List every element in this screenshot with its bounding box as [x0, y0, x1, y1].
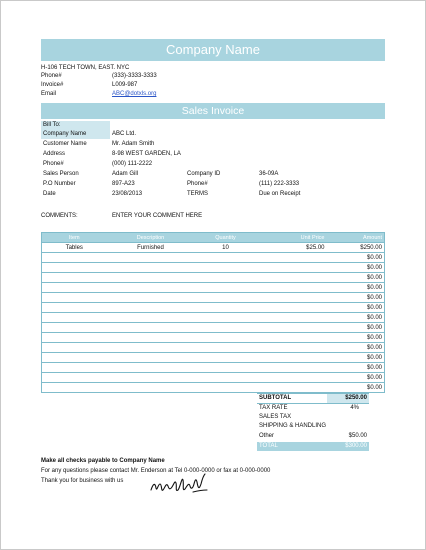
phone-label: Phone#	[43, 161, 64, 167]
cell-quantity[interactable]	[195, 383, 257, 393]
table-row	[42, 343, 385, 353]
bill-to-label: Bill To:	[43, 122, 61, 128]
total-label: TOTAL	[259, 443, 278, 449]
cell-amount[interactable]: $0.00	[327, 293, 385, 303]
cell-quantity[interactable]	[195, 373, 257, 383]
cell-description[interactable]	[107, 283, 195, 293]
cell-item[interactable]	[42, 333, 107, 343]
table-row	[42, 303, 385, 313]
cell-unit-price[interactable]	[257, 373, 327, 383]
cell-unit-price[interactable]	[257, 363, 327, 373]
header-unit-price: Unit Price	[257, 233, 327, 243]
cell-unit-price[interactable]	[257, 313, 327, 323]
subtotal-label: SUBTOTAL	[259, 395, 292, 401]
cell-item[interactable]	[42, 273, 107, 283]
phone2: (111) 222-3333	[259, 181, 300, 187]
cell-quantity[interactable]: 10	[195, 243, 257, 253]
comments-value[interactable]: ENTER YOUR COMMENT HERE	[112, 213, 203, 219]
cell-item[interactable]	[42, 363, 107, 373]
table-row	[42, 313, 385, 323]
invoice-number: L009-987	[112, 82, 138, 88]
customer-name-label: Customer Name	[43, 141, 87, 147]
sales-tax-label: SALES TAX	[259, 414, 292, 420]
other-value: $50.00	[348, 433, 367, 439]
cell-description[interactable]	[107, 383, 195, 393]
cell-item[interactable]	[42, 343, 107, 353]
cell-unit-price[interactable]	[257, 263, 327, 273]
cell-amount[interactable]: $0.00	[327, 343, 385, 353]
cell-item[interactable]	[42, 313, 107, 323]
cell-description[interactable]: Furnished	[107, 243, 195, 253]
cell-amount[interactable]: $0.00	[327, 383, 385, 393]
cell-item[interactable]: Tables	[42, 243, 107, 253]
cell-amount[interactable]: $0.00	[327, 353, 385, 363]
po-number: 897-A23	[112, 181, 135, 187]
customer-name: Mr. Adam Smith	[112, 141, 155, 147]
cell-quantity[interactable]	[195, 323, 257, 333]
table-row	[42, 373, 385, 383]
header-quantity: Quantity	[195, 233, 257, 243]
cell-item[interactable]	[42, 293, 107, 303]
cell-amount[interactable]: $250.00	[327, 243, 385, 253]
cell-quantity[interactable]	[195, 313, 257, 323]
cell-unit-price[interactable]: $25.00	[257, 243, 327, 253]
comments-label: COMMENTS:	[41, 213, 78, 219]
line-items-table	[41, 232, 385, 393]
email-label: Email	[41, 91, 57, 97]
cell-item[interactable]	[42, 323, 107, 333]
cell-description[interactable]	[107, 263, 195, 273]
total-row	[257, 442, 369, 451]
cell-unit-price[interactable]	[257, 353, 327, 363]
date-label: Date	[43, 191, 56, 197]
cell-quantity[interactable]	[195, 293, 257, 303]
cell-unit-price[interactable]	[257, 383, 327, 393]
cell-amount[interactable]: $0.00	[327, 373, 385, 383]
cell-amount[interactable]: $0.00	[327, 283, 385, 293]
cell-amount[interactable]: $0.00	[327, 323, 385, 333]
subtotal-value: $250.00	[327, 394, 369, 403]
cell-amount[interactable]: $0.00	[327, 273, 385, 283]
cell-description[interactable]	[107, 353, 195, 363]
cell-description[interactable]	[107, 343, 195, 353]
cell-description[interactable]	[107, 373, 195, 383]
customer-phone: (000) 111-2222	[112, 161, 153, 167]
cell-amount[interactable]: $0.00	[327, 333, 385, 343]
subtotal-row	[257, 393, 369, 404]
shipping-label: SHIPPING & HANDLING	[259, 423, 327, 429]
sales-person-label: Sales Person	[43, 171, 79, 177]
cell-description[interactable]	[107, 303, 195, 313]
other-row	[257, 432, 369, 441]
table-row	[42, 333, 385, 343]
cell-unit-price[interactable]	[257, 323, 327, 333]
header-item: Item	[42, 233, 107, 243]
cell-unit-price[interactable]	[257, 283, 327, 293]
thanks-note: Thank you for business with us	[41, 478, 124, 484]
table-row	[42, 353, 385, 363]
invoice-date: 23/08/2013	[112, 191, 143, 197]
cell-description[interactable]	[107, 323, 195, 333]
cell-amount[interactable]: $0.00	[327, 263, 385, 273]
cell-quantity[interactable]	[195, 253, 257, 263]
cell-quantity[interactable]	[195, 363, 257, 373]
contact-note: For any questions please contact Mr. Enderson at Tel 0-000-0000 or fax at 0-000-0000	[41, 468, 271, 474]
tax-rate-row	[257, 404, 369, 413]
cell-description[interactable]	[107, 293, 195, 303]
cell-quantity[interactable]	[195, 303, 257, 313]
invoice-number-label: Invoice#	[41, 82, 64, 88]
cell-quantity[interactable]	[195, 283, 257, 293]
table-header-row	[42, 233, 385, 243]
cell-description[interactable]	[107, 363, 195, 373]
table-row	[42, 293, 385, 303]
cell-quantity[interactable]	[195, 333, 257, 343]
cell-unit-price[interactable]	[257, 343, 327, 353]
table-row	[42, 363, 385, 373]
cell-description[interactable]	[107, 313, 195, 323]
company-address: H-106 TECH TOWN, EAST. NYC	[41, 65, 130, 71]
table-row	[42, 243, 385, 253]
terms: Due on Receipt	[259, 191, 301, 197]
cell-item[interactable]	[42, 383, 107, 393]
table-row	[42, 283, 385, 293]
email-link[interactable]: ABC@dotxls.org	[112, 91, 157, 97]
cell-item[interactable]	[42, 373, 107, 383]
company-phone: (333)-3333-3333	[112, 73, 157, 79]
sales-invoice-banner: Sales Invoice	[41, 103, 385, 119]
shipping-row	[257, 422, 369, 431]
po-number-label: P.O Number	[43, 181, 76, 187]
table-row	[42, 263, 385, 273]
cell-item[interactable]	[42, 253, 107, 263]
cell-description[interactable]	[107, 253, 195, 263]
cell-quantity[interactable]	[195, 353, 257, 363]
payable-note: Make all checks payable to Company Name	[41, 458, 165, 464]
cell-amount[interactable]: $0.00	[327, 253, 385, 263]
address-label: Address	[43, 151, 66, 157]
company-name-label: Company Name	[43, 131, 87, 137]
cell-quantity[interactable]	[195, 263, 257, 273]
header-amount: Amount	[327, 233, 385, 243]
table-row	[42, 323, 385, 333]
cell-description[interactable]	[107, 333, 195, 343]
signature-image	[149, 470, 213, 498]
cell-unit-price[interactable]	[257, 253, 327, 263]
sales-tax-row	[257, 413, 369, 422]
cell-unit-price[interactable]	[257, 293, 327, 303]
customer-address: 8-98 WEST GARDEN, LA	[112, 151, 181, 157]
tax-rate-label: TAX RATE	[259, 405, 288, 411]
cell-amount[interactable]: $0.00	[327, 313, 385, 323]
phone2-label: Phone#	[187, 181, 208, 187]
sales-person: Adam Gill	[112, 171, 139, 177]
company-phone-label: Phone#	[41, 73, 62, 79]
table-row	[42, 383, 385, 393]
company-id: 36-09A	[259, 171, 279, 177]
cell-description[interactable]	[107, 273, 195, 283]
cell-item[interactable]	[42, 303, 107, 313]
company-id-label: Company ID	[187, 171, 221, 177]
cell-unit-price[interactable]	[257, 333, 327, 343]
total-value: $300.00	[345, 443, 367, 449]
table-row	[42, 273, 385, 283]
customer-company-name: ABC Ltd.	[112, 131, 137, 137]
cell-unit-price[interactable]	[257, 303, 327, 313]
cell-item[interactable]	[42, 353, 107, 363]
cell-amount[interactable]: $0.00	[327, 303, 385, 313]
cell-item[interactable]	[42, 283, 107, 293]
tax-rate-value: 4%	[350, 405, 359, 411]
header-description: Description	[107, 233, 195, 243]
table-row	[42, 253, 385, 263]
cell-quantity[interactable]	[195, 273, 257, 283]
company-name-banner: Company Name	[41, 39, 385, 61]
terms-label: TERMS	[187, 191, 208, 197]
cell-item[interactable]	[42, 263, 107, 273]
cell-unit-price[interactable]	[257, 273, 327, 283]
cell-amount[interactable]: $0.00	[327, 363, 385, 373]
other-label: Other	[259, 433, 275, 439]
cell-quantity[interactable]	[195, 343, 257, 353]
